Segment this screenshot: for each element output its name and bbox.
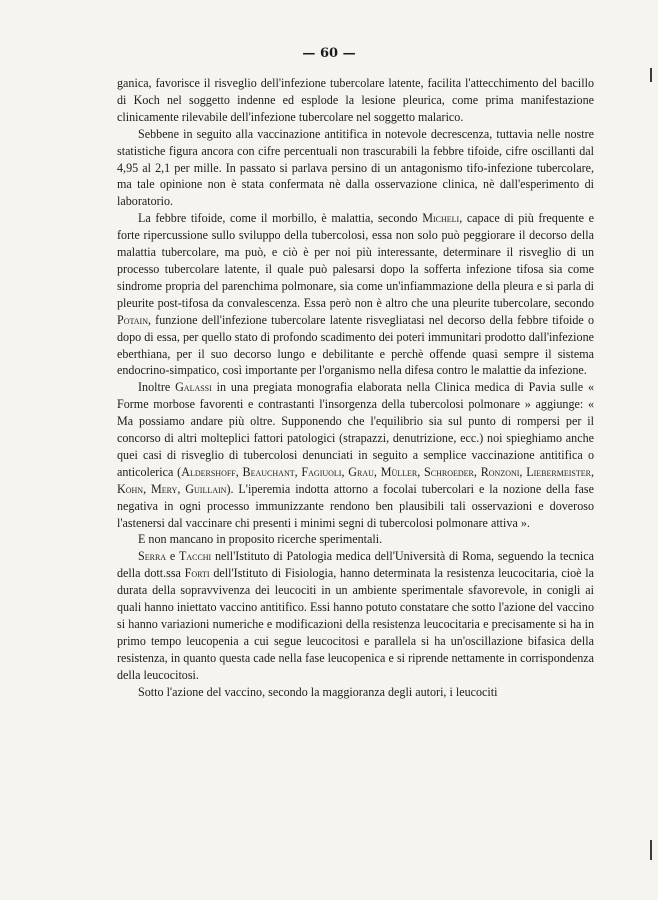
author-name: Serra: [138, 549, 167, 564]
text-run: Inoltre: [138, 380, 176, 395]
text-run: ). L'iperemia indotta attorno a focolai tubercolari e la nozione della fase negativa in ogni processo immunizzante rendono ben plausibili tali osservazioni e doveroso l'astenersi dal vaccinare chi presenti i minimi segni di tubercolosi polmonare attiva ».: [117, 481, 594, 530]
paragraph-serra-tacchi: [117, 548, 594, 683]
scan-edge-mark: [650, 840, 652, 860]
author-name: Potain: [117, 312, 148, 327]
text-run: nell'Istituto di Patologia medica dell'Università di Roma, seguendo la tecnica della dott.ssa: [117, 549, 594, 581]
text-run: , capace di più frequente e forte ripercussione sullo sviluppo della tubercolosi, essa non solo può peggiorare il decorso della malattia tubercolare, ma può, e ciò è per noi più interessante, determinare il risveglio di un processo tubercolare latente, il quale può palesarsi dopo la sofferta infezione tifosa sia come sindrome propria del parenchima polmonare, sia come un'infiammazione della pleura e si parla di pleurite post-tifosa da convalescenza. Essa però non è altro che una pleurite tubercolare, secondo: [117, 211, 594, 310]
paragraph-galassi: [117, 379, 594, 531]
paragraph-typhoid-vaccination: Sebbene in seguito alla vaccinazione antitifica in notevole decrescenza, tuttavia nelle nostre statistiche figura ancora con cifre percentuali non trascurabili la febbre tifoide, cifre oscillanti dal 4,95 al 2,1 per mille. In passato si parlava persino di un antagonismo tifo-infezione tubercolare, ma tale opinione non è stata confermata nè dalla osservazione clinica, nè dall'esperimento di laboratorio.: [117, 126, 594, 209]
paragraph-final-partial: Sotto l'azione del vaccino, secondo la maggioranza degli autori, i leucociti: [138, 684, 498, 699]
author-name: Forti: [184, 566, 210, 581]
author-name: Micheli: [422, 211, 460, 226]
scan-edge-mark: [650, 68, 652, 82]
text-run: La febbre tifoide, come il morbillo, è malattia, secondo: [138, 211, 423, 226]
author-name-list: Aldershoff, Beauchant, Fagiuoli, Grau, Müller, Schroeder, Ronzoni, Liebermeister, Kohn, Mery, Guillain: [117, 464, 594, 496]
text-run: , funzione dell'infezione tubercolare latente risvegliatasi nel decorso della febbre tifoide o dopo di essa, per quello stato di profondo scadimento dei poteri immunitari prodotto dall'infezione eberthiana, per il suo decorso lungo e debilitante e perchè offende quasi sempre il sistema endocrino-simpatico, così importante per l'organismo nella difesa contro le malattie da infezione.: [117, 312, 594, 378]
paragraph-1-continued: ganica, favorisce il risveglio dell'infezione tubercolare latente, facilita l'attecchimento del bacillo di Koch nel soggetto indenne ed esplode la lesione pleurica, come prima manifestazione clinicamente rilevabile dell'infezione tubercolare nel soggetto malarico.: [117, 76, 594, 124]
author-name: Galassi: [175, 380, 212, 395]
text-run: e: [166, 549, 179, 564]
author-name: Tacchi: [178, 549, 212, 564]
page-number: — 60 —: [302, 46, 356, 61]
body-text: [117, 75, 594, 701]
paragraph-experimental-research: E non mancano in proposito ricerche sperimentali.: [138, 532, 383, 547]
paragraph-typhoid-fever: [117, 210, 594, 379]
text-run: dell'Istituto di Fisiologia, hanno determinata la resistenza leucocitaria, cioè la durata della sopravvivenza dei leucociti in un ambiente sperimentale sfavorevole, in conigli ai quali hanno iniettato vaccino antitifico. Essi hanno potuto constatare che sotto l'azione del vaccino si hanno variazioni numeriche e modificazioni della resistenza leucocitaria e precisamente si ha in primo tempo leucopenia a cui segue leucocitosi e parallela si ha un'oscillazione bifasica della resistenza, in quanto questa cade nella fase leucopenica e si riprende nettamente in corrispondenza della leucocitosi.: [117, 566, 595, 682]
text-run: in una pregiata monografia elaborata nella Clinica medica di Pavia sulle « Forme morbose favorenti e contrastanti l'insorgenza della tubercolosi polmonare » aggiunge: « Ma possiamo andare più oltre. Supponendo che l'equilibrio sia sul punto di rompersi per il concorso di altri molteplici fattori patologici (strapazzi, denutrizione, ecc.) noi spieghiamo anche quei casi di risveglio di tubercolosi denunciati in seguito a semplice vaccinazione antitifica o anticolerica (: [117, 380, 594, 479]
